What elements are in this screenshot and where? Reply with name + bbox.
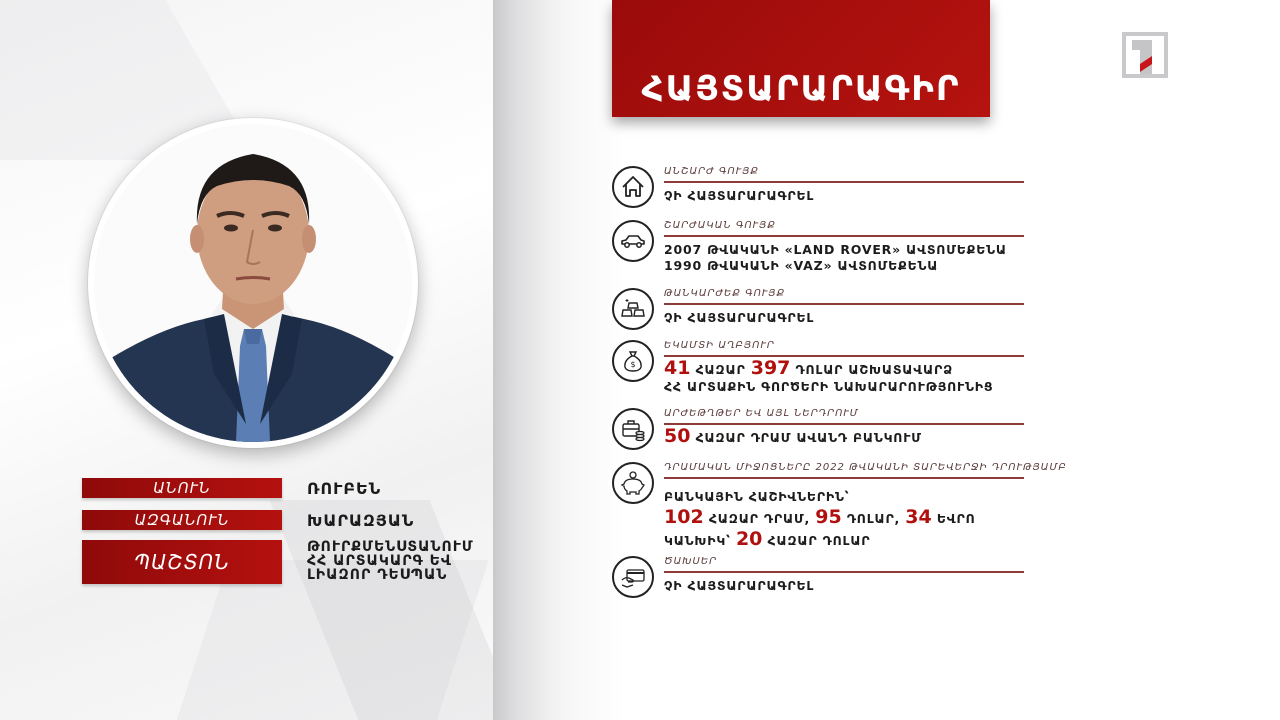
value-line: 2007 ԹՎԱԿԱՆԻ «LAND ROVER» ԱՎՏՈՄԵՔԵՆԱ	[664, 242, 1007, 257]
title-banner	[612, 0, 990, 117]
amount-unit: ԴՈԼԱՐ ԱՇԽԱՏԱՎԱՐՁ	[790, 362, 954, 377]
section-divider	[664, 355, 1024, 357]
section-divider	[664, 235, 1024, 237]
channel-1-logo-icon	[1130, 38, 1160, 76]
amount-unit: ԿԱՆԽԻԿ՝	[664, 533, 736, 548]
value-line: ՀՀ ԱՐՏԱՔԻՆ ԳՈՐԾԵՐԻ ՆԱԽԱՐԱՐՈՒԹՅՈՒՆԻՑ	[664, 379, 994, 394]
name-row	[82, 478, 381, 498]
piggy-bank-icon	[612, 462, 654, 504]
gold-bars-icon	[612, 288, 654, 330]
section-label: ԾԱԽՍԵՐ	[664, 556, 718, 567]
value-line: ՉԻ ՀԱՅՏԱՐԱՐԱԳՐԵԼ	[664, 188, 815, 203]
portrait-frame	[88, 118, 418, 448]
amount-number: 102	[664, 506, 704, 528]
section-value	[664, 486, 976, 551]
section-divider	[664, 181, 1024, 183]
value-line	[664, 529, 976, 551]
value-line: ՉԻ ՀԱՅՏԱՐԱՐԱԳՐԵԼ	[664, 578, 815, 593]
section-divider	[664, 423, 1024, 425]
amount-unit: ՀԱԶԱՐ ԴՐԱՄ ԱՎԱՆԴ ԲԱՆԿՈՒՄ	[690, 430, 922, 445]
car-icon	[612, 220, 654, 262]
amount-number: 50	[664, 425, 691, 447]
section-value	[664, 426, 922, 448]
surname-value: ԽԱՐԱԶՅԱՆ	[307, 510, 415, 530]
section-value	[664, 242, 1007, 274]
surname-row	[82, 510, 414, 530]
section-value	[664, 578, 814, 594]
card-payment-icon	[612, 556, 654, 598]
position-line: ՀՀ ԱՐՏԱԿԱՐԳ ԵՎ	[307, 553, 452, 569]
briefcase-coins-icon	[612, 408, 654, 450]
value-line	[664, 426, 922, 448]
position-value	[307, 540, 474, 582]
section-label: ԴՐԱՄԱԿԱՆ ՄԻՋՈՑՆԵՐԸ 2022 ԹՎԱԿԱՆԻ ՏԱՐԵՎԵՐՋԻ ԴՐՈՒԹՅԱՄԲ	[664, 462, 1067, 473]
amount-unit: ՀԱԶԱՐ ԴՐԱՄ,	[703, 511, 816, 526]
amount-unit: ՀԱԶԱՐ ԴՈԼԱՐ	[762, 533, 871, 548]
house-icon	[612, 166, 654, 208]
portrait-illustration	[94, 124, 412, 442]
amount-unit: ԵՎՐՈ	[931, 511, 976, 526]
section-label: ՇԱՐԺԱԿԱՆ ԳՈՒՅՔ	[664, 220, 776, 231]
value-line	[664, 507, 976, 529]
channel-logo	[1122, 32, 1168, 78]
amount-number: 34	[905, 506, 932, 528]
amount-number: 95	[815, 506, 842, 528]
left-panel	[0, 0, 493, 720]
position-row	[82, 540, 474, 584]
page-fold	[493, 0, 623, 720]
amount-number: 397	[750, 357, 791, 379]
section-label: ԹԱՆԿԱՐԺԵՔ ԳՈՒՅՔ	[664, 288, 786, 299]
amount-unit: ԴՈԼԱՐ,	[841, 511, 906, 526]
name-value: ՌՈՒԲԵՆ	[307, 478, 382, 498]
page-title: ՀԱՅՏԱՐԱՐԱԳԻՐ	[641, 69, 961, 109]
value-line: 1990 ԹՎԱԿԱՆԻ «VAZ» ԱՎՏՈՄԵՔԵՆԱ	[664, 258, 939, 273]
section-label: ԵԿԱՄՏԻ ԱՂԲՅՈՒՐ	[664, 340, 775, 351]
section-label: ԱՐԺԵԹՂԹԵՐ ԵՎ ԱՅԼ ՆԵՐԴՐՈՒՄ	[664, 408, 859, 419]
amount-unit: ՀԱԶԱՐ	[690, 362, 751, 377]
surname-label: ԱԶԳԱՆՈՒՆ	[82, 510, 282, 530]
value-line	[664, 358, 993, 380]
svg-text:$: $	[630, 360, 636, 369]
amount-number: 41	[664, 357, 691, 379]
value-line: ՉԻ ՀԱՅՏԱՐԱՐԱԳՐԵԼ	[664, 310, 815, 325]
money-bag-icon	[612, 340, 654, 382]
amount-number: 20	[735, 528, 763, 550]
position-line: ԼԻԱԶՈՐ ԴԵՍՊԱՆ	[307, 567, 448, 583]
section-divider	[664, 477, 1024, 479]
position-label: ՊԱՇՏՈՆ	[82, 540, 282, 584]
section-divider	[664, 571, 1024, 573]
section-value	[664, 310, 814, 326]
section-divider	[664, 303, 1024, 305]
section-label: ԱՆՇԱՐԺ ԳՈՒՅՔ	[664, 166, 759, 177]
section-value	[664, 188, 814, 204]
name-label: ԱՆՈՒՆ	[82, 478, 282, 498]
portrait-photo	[94, 124, 412, 442]
value-line: ԲԱՆԿԱՅԻՆ ՀԱՇԻՎՆԵՐԻՆ՝	[664, 489, 850, 504]
section-value	[664, 358, 993, 394]
position-line: ԹՈՒՐՔՄԵՆՍՏԱՆՈՒՄ	[307, 539, 474, 555]
